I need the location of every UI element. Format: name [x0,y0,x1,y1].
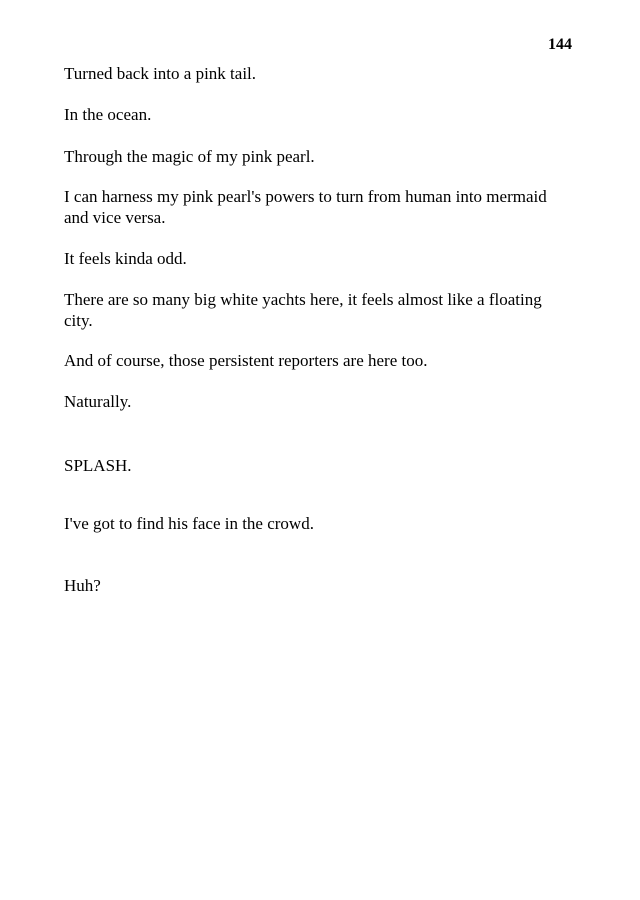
paragraph: I've got to find his face in the crowd. [64,514,314,533]
paragraph: Turned back into a pink tail. [64,64,257,83]
paragraph: There are so many big white yachts here, it feels almost like a floating city. [64,290,542,330]
paragraph: Naturally. [64,392,132,411]
paragraph: I can harness my pink pearl's powers to turn from human into mermaid and vice versa. [64,187,547,227]
paragraph: Huh? [64,576,101,595]
paragraph: And of course, those persistent reporters are here too. [64,351,428,370]
paragraph: SPLASH. [64,456,132,475]
paragraph: It feels kinda odd. [64,249,187,268]
page-number: 144 [548,36,572,53]
paragraph: In the ocean. [64,105,152,124]
paragraph: Through the magic of my pink pearl. [64,147,315,166]
